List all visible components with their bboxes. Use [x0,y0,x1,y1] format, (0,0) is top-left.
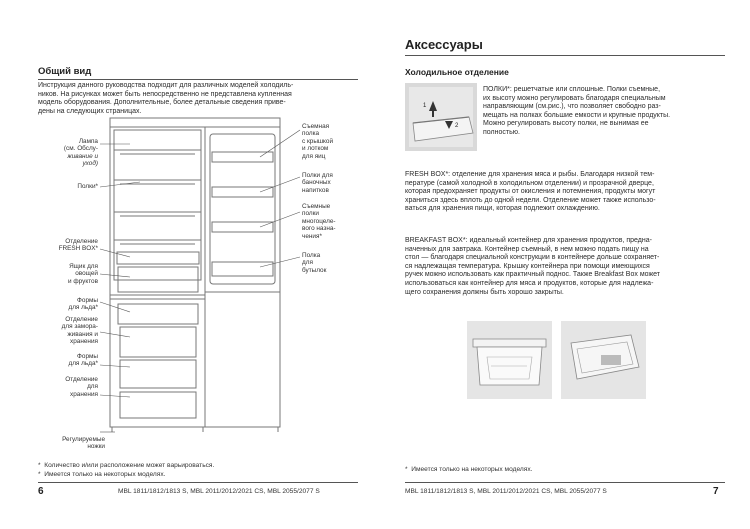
footer-rule [38,482,358,483]
fresh-box [117,252,199,264]
label-freeze-section: Отделение для замора- живания и хранения [61,316,98,346]
label-ice-forms-1: Формы для льда* [68,297,98,312]
intro-text: Инструкция данного руководства подходит для различных моделей холодиль- ников. На рисунках может быть непосредственно не представлена купленная модель оборудования. Дополнительные, более детальные сведения приве- дены на следующих страницах. [38,82,294,115]
label-egg-shelf: Съемная полка с крышкой и лотком для яиц [302,123,334,160]
label-shelves: Полки* [77,183,98,190]
breakfast-box-photo [467,321,552,399]
label-ice-forms-2: Формы для льда* [68,353,98,368]
footer-rule [405,482,725,483]
page-number: 6 [38,486,44,497]
shelves-paragraph: ПОЛКИ*: решетчатые или сплошные. Полки съемные, их высоту можно регулировать благодаря специальным направляющим (см.рис.), что позволяет свободно раз- мещать на полках большие емкости и крупные продукты. Можно регулировать высоту полки, не вынимая ее полностью. [483,86,671,136]
title-rule [38,79,358,80]
footnote: * Имеется только на некоторых моделях. [405,466,533,473]
leader-lines [100,130,300,432]
adjustable-feet [112,427,278,432]
shelf-photo [405,83,477,151]
footnote-2: * Имеется только на некоторых моделях. [38,471,166,478]
label-fresh-box: Отделение FRESH BOX* [58,238,98,253]
fridge-top [110,118,280,127]
svg-text:1: 1 [423,103,427,109]
title-rule [405,55,725,56]
breakfast-box-lid-photo [561,321,646,399]
page-title: Аксессуары [405,37,483,52]
fridge-door [205,127,280,427]
footnote-1: * Количество и/или расположение может варьироваться. [38,462,215,469]
label-removable-shelves: Съемные полки многоцеле- вого назна- чения* [302,203,336,240]
label-lamp: Лампа (см. Обслу- живание и уход) [63,138,98,168]
models-footer: MBL 1811/1812/1813 S, MBL 2011/2012/2021 CS, MBL 2055/2077 S [405,488,607,495]
section-subtitle: Холодильное отделение [405,67,509,77]
label-storage-section: Отделение для хранения [65,376,98,398]
door-bins [212,152,273,276]
label-bottle-shelf: Полка для бутылок [302,252,327,274]
label-can-shelves: Полки для баночных напитков [302,172,333,194]
section-title: Общий вид [38,66,92,77]
page-number: 7 [713,486,719,497]
fridge-body [110,127,205,427]
fresh-box-paragraph: FRESH BOX*: отделение для хранения мяса и рыбы. Благодаря низкой тем- пературе (самой холодной в холодильном отделении) и прозрачной дверце, которая предохраняет продукты от окисления и потемнения, продукты могут храниться здесь вплоть до одной недели. Отделение может также использо- ваться для хранения пищи, которая подлежит охлаждению. [405,171,656,213]
freezer-section [118,304,198,418]
svg-text:2: 2 [455,123,459,129]
breakfast-box-paragraph: BREAKFAST BOX*: идеальный контейнер для хранения продуктов, предна- наченных для завтрака. Контейнер съемный, в нем можно подать пищу на стол — благодаря специальной конструкции в контейнере дольше сохраняет- ся надлежащая температура. Крышку контейнера при помощи имеющихся ручек можно использовать как практичный поднос. Также Breakfast Box может использоваться как контейнер для мяса и продуктов, которые для надлежа- щего сохранения должны быть хорошо закрыты. [405,237,660,296]
fridge-shelves [114,150,201,244]
models-footer: MBL 1811/1812/1813 S, MBL 2011/2012/2021 CS, MBL 2055/2077 S [118,488,320,495]
label-feet: Регулируемые ножки [62,436,105,451]
label-veg-drawer: Ящик для овощей и фруктов [68,263,98,285]
right-page [375,0,750,529]
